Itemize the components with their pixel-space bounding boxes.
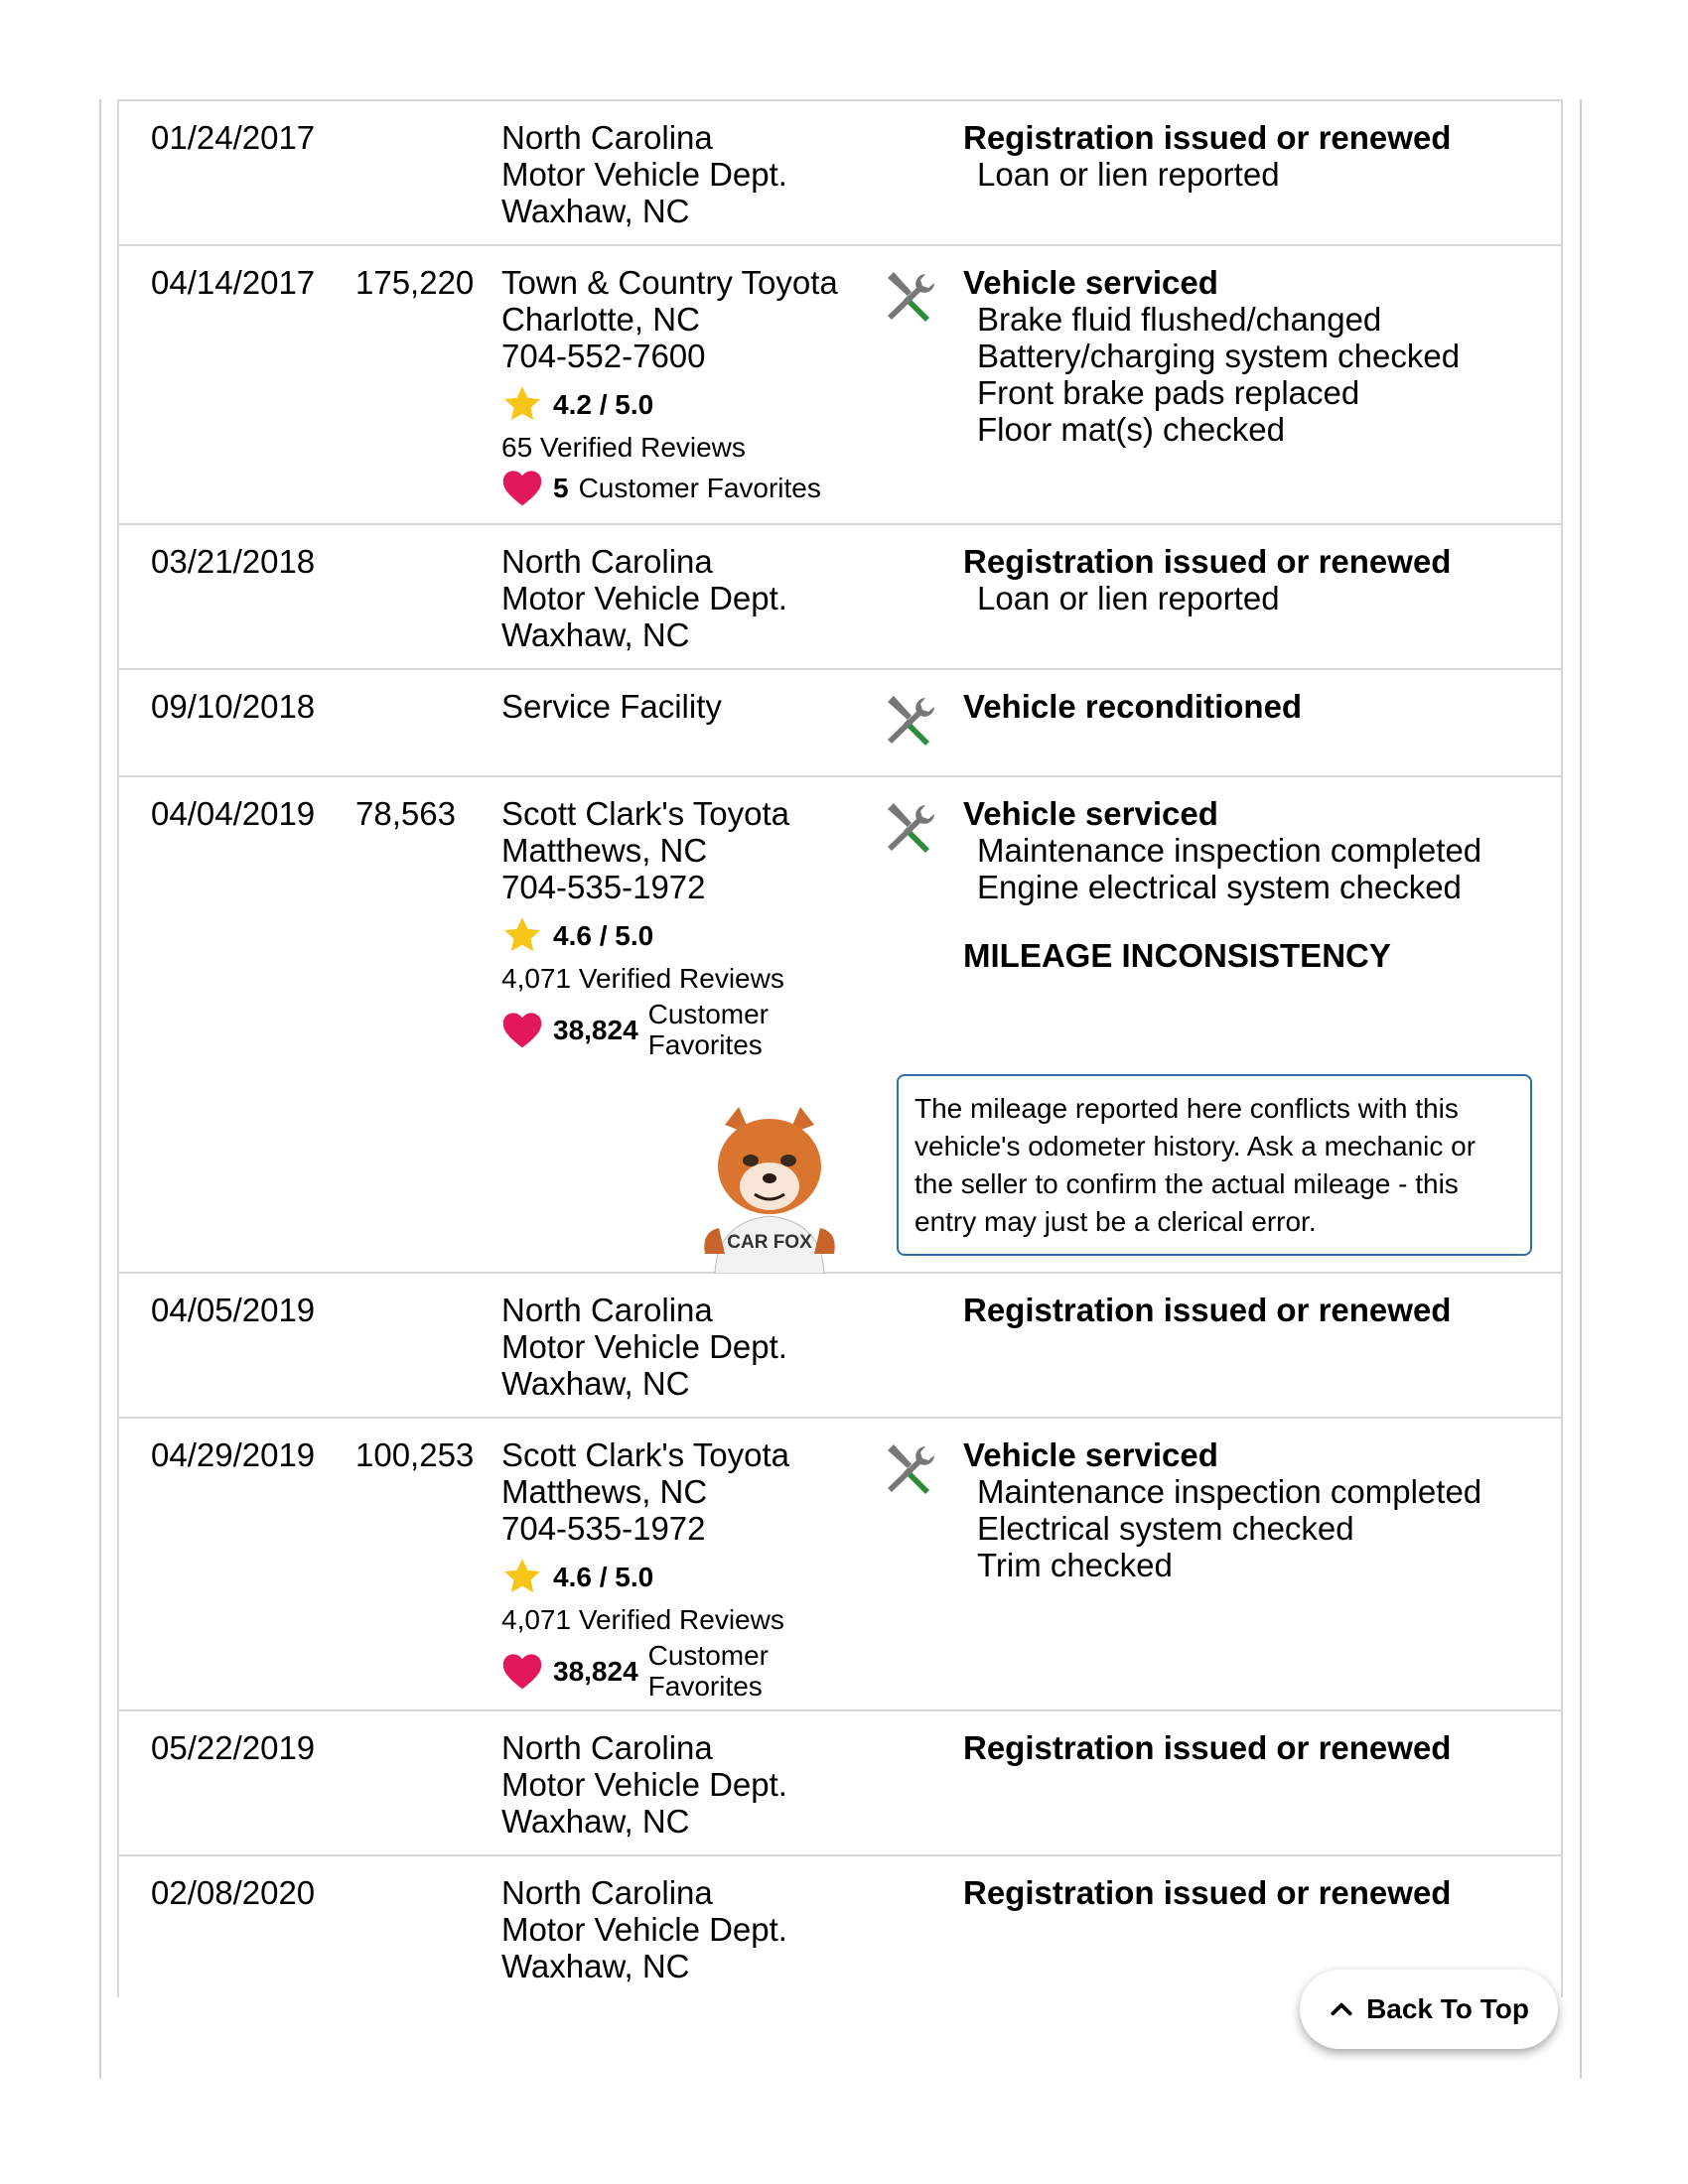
chevron-up-icon	[1329, 1996, 1354, 2022]
record-odometer: 78,563	[355, 795, 456, 832]
source-line: Waxhaw, NC	[501, 1365, 690, 1402]
detail-item: Floor mat(s) checked	[977, 411, 1285, 448]
record-title: Vehicle reconditioned	[963, 688, 1303, 725]
source-line: Motor Vehicle Dept.	[501, 1766, 787, 1803]
record-title: Registration issued or renewed	[963, 1292, 1452, 1328]
star-icon	[501, 914, 543, 956]
source-line: Matthews, NC	[501, 1473, 708, 1510]
record-source	[501, 1729, 859, 1840]
source-line: Charlotte, NC	[501, 301, 700, 338]
detail-item: Front brake pads replaced	[977, 374, 1360, 411]
record-title: Vehicle serviced	[963, 1436, 1218, 1473]
wrench-screwdriver-icon	[880, 799, 939, 859]
verified-reviews-link[interactable]: 4,071 Verified Reviews	[501, 963, 784, 994]
favorites-count: 5	[553, 472, 569, 503]
record-title: Registration issued or renewed	[963, 543, 1452, 580]
detail-item: Engine electrical system checked	[977, 869, 1462, 905]
customer-favorites	[501, 999, 859, 1060]
mileage-inconsistency-flag: MILEAGE INCONSISTENCY	[963, 937, 1391, 974]
record-details	[963, 1436, 1539, 1583]
record-title: Registration issued or renewed	[963, 119, 1452, 156]
history-row	[119, 777, 1561, 1274]
rating	[501, 1555, 859, 1598]
record-source	[501, 688, 859, 725]
customer-favorites	[501, 1640, 859, 1702]
source-line: Matthews, NC	[501, 832, 708, 869]
record-details	[963, 1874, 1539, 1911]
history-table	[117, 99, 1563, 1997]
detail-item: Trim checked	[977, 1547, 1173, 1583]
record-details	[963, 1729, 1539, 1766]
source-line: Motor Vehicle Dept.	[501, 156, 787, 193]
favorites-label: Customer Favorites	[647, 999, 770, 1060]
rating	[501, 382, 859, 426]
mileage-note: The mileage reported here conflicts with this vehicle's odometer history. Ask a mechanic or the seller to confirm the actual mileage - this entry may just be a clerical error.	[897, 1074, 1532, 1256]
source-line[interactable]: Scott Clark's Toyota	[501, 795, 789, 832]
record-title: Registration issued or renewed	[963, 1874, 1452, 1911]
right-border-line	[1580, 99, 1582, 2079]
record-source	[501, 1292, 859, 1402]
record-source	[501, 264, 859, 507]
record-details	[963, 795, 1539, 974]
source-line[interactable]: 704-552-7600	[501, 338, 706, 374]
rating	[501, 913, 859, 957]
source-line[interactable]: 704-535-1972	[501, 869, 706, 905]
record-source	[501, 795, 859, 1060]
favorites-label: Customer Favorites	[578, 472, 821, 503]
source-line: Waxhaw, NC	[501, 1803, 690, 1840]
detail-item: Maintenance inspection completed	[977, 1473, 1482, 1510]
detail-item: Loan or lien reported	[977, 156, 1280, 193]
history-row	[119, 246, 1561, 525]
detail-item: Maintenance inspection completed	[977, 832, 1482, 869]
record-date: 09/10/2018	[151, 688, 316, 725]
source-line: North Carolina	[501, 119, 713, 156]
rating-value: 4.6 / 5.0	[553, 1561, 654, 1592]
record-title: Vehicle serviced	[963, 795, 1218, 832]
detail-item: Battery/charging system checked	[977, 338, 1461, 374]
record-details	[963, 543, 1539, 616]
rating-value: 4.2 / 5.0	[553, 388, 654, 420]
detail-item: Brake fluid flushed/changed	[977, 301, 1382, 338]
record-date: 04/14/2017	[151, 264, 316, 301]
record-date: 05/22/2019	[151, 1729, 316, 1766]
record-details	[963, 264, 1539, 448]
record-odometer: 175,220	[355, 264, 475, 301]
wrench-screwdriver-icon	[880, 1440, 939, 1500]
record-date: 04/05/2019	[151, 1292, 316, 1328]
rating-value: 4.6 / 5.0	[553, 919, 654, 951]
detail-item: Electrical system checked	[977, 1510, 1354, 1547]
record-odometer: 100,253	[355, 1436, 475, 1473]
verified-reviews-link[interactable]: 65 Verified Reviews	[501, 432, 746, 463]
source-line: Motor Vehicle Dept.	[501, 580, 787, 616]
source-line[interactable]: 704-535-1972	[501, 1510, 706, 1547]
car-fox-mascot	[695, 1105, 844, 1274]
history-row	[119, 1419, 1561, 1711]
heart-icon	[501, 1010, 543, 1049]
heart-icon	[501, 1651, 543, 1691]
record-details	[963, 688, 1539, 725]
mascot-shirt-line-1: CAR FOX	[727, 1232, 812, 1253]
source-line: Waxhaw, NC	[501, 616, 690, 653]
source-line: Waxhaw, NC	[501, 193, 690, 229]
record-date: 03/21/2018	[151, 543, 316, 580]
source-line: Motor Vehicle Dept.	[501, 1328, 787, 1365]
favorites-count: 38,824	[553, 1655, 638, 1687]
record-date: 04/04/2019	[151, 795, 316, 832]
source-line: Waxhaw, NC	[501, 1948, 690, 1984]
history-row	[119, 1711, 1561, 1856]
back-to-top-label: Back To Top	[1366, 1993, 1529, 2024]
detail-item: Loan or lien reported	[977, 580, 1280, 616]
record-title: Registration issued or renewed	[963, 1729, 1452, 1766]
heart-icon	[501, 468, 543, 507]
record-details	[963, 119, 1539, 193]
verified-reviews-link[interactable]: 4,071 Verified Reviews	[501, 1604, 784, 1635]
record-details	[963, 1292, 1539, 1328]
history-row	[119, 101, 1561, 246]
record-date: 04/29/2019	[151, 1436, 316, 1473]
record-source	[501, 119, 859, 229]
record-title: Vehicle serviced	[963, 264, 1218, 301]
record-date: 01/24/2017	[151, 119, 316, 156]
back-to-top-button[interactable]	[1300, 1970, 1558, 2049]
wrench-screwdriver-icon	[880, 268, 939, 328]
record-source	[501, 1436, 859, 1702]
source-line: North Carolina	[501, 1292, 713, 1328]
customer-favorites	[501, 468, 859, 507]
source-line: Service Facility	[501, 688, 722, 725]
history-row	[119, 525, 1561, 670]
source-line[interactable]: Town & Country Toyota	[501, 264, 838, 301]
source-line: North Carolina	[501, 543, 713, 580]
star-icon	[501, 383, 543, 425]
wrench-screwdriver-icon	[880, 692, 939, 751]
source-line: North Carolina	[501, 1729, 713, 1766]
source-line: Motor Vehicle Dept.	[501, 1911, 787, 1948]
left-border-line	[99, 99, 101, 2079]
history-row	[119, 670, 1561, 777]
record-source	[501, 1874, 859, 1984]
favorites-count: 38,824	[553, 1014, 638, 1045]
star-icon	[501, 1556, 543, 1597]
record-date: 02/08/2020	[151, 1874, 316, 1911]
favorites-label: Customer Favorites	[647, 1640, 770, 1702]
source-line[interactable]: Scott Clark's Toyota	[501, 1436, 789, 1473]
record-source	[501, 543, 859, 653]
history-row	[119, 1274, 1561, 1419]
source-line: North Carolina	[501, 1874, 713, 1911]
